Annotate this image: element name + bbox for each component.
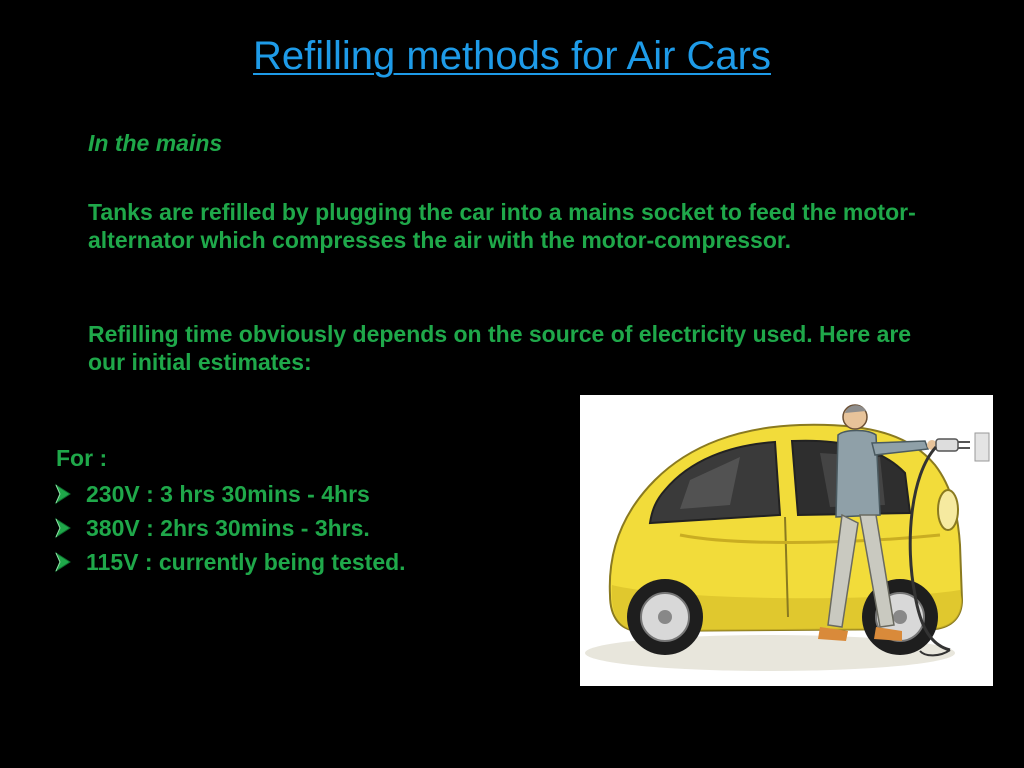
bullet-text: 115V : currently being tested. — [86, 549, 406, 575]
subheading: In the mains — [88, 130, 223, 156]
car-charging-illustration — [580, 395, 993, 686]
arrow-bullet-icon — [48, 551, 76, 573]
list-item — [48, 477, 406, 511]
bullet-text: 230V : 3 hrs 30mins - 4hrs — [86, 481, 370, 507]
slide-title: Refilling methods for Air Cars — [253, 34, 771, 78]
list-item — [48, 545, 406, 579]
car-illustration-image — [580, 395, 993, 686]
arrow-bullet-icon — [48, 517, 76, 539]
bullet-text: 380V : 2hrs 30mins - 3hrs. — [86, 515, 370, 541]
voltage-estimates-list — [48, 477, 406, 579]
arrow-bullet-icon — [48, 483, 76, 505]
for-label: For : — [56, 445, 108, 471]
list-item — [48, 511, 406, 545]
paragraph-refill-time: Refilling time obviously depends on the source of electricity used. Here are our initial estimates: — [88, 321, 912, 375]
paragraph-refill-description: Tanks are refilled by plugging the car into a mains socket to feed the motor-alternator which compresses the air with the motor-compressor. — [88, 199, 916, 253]
